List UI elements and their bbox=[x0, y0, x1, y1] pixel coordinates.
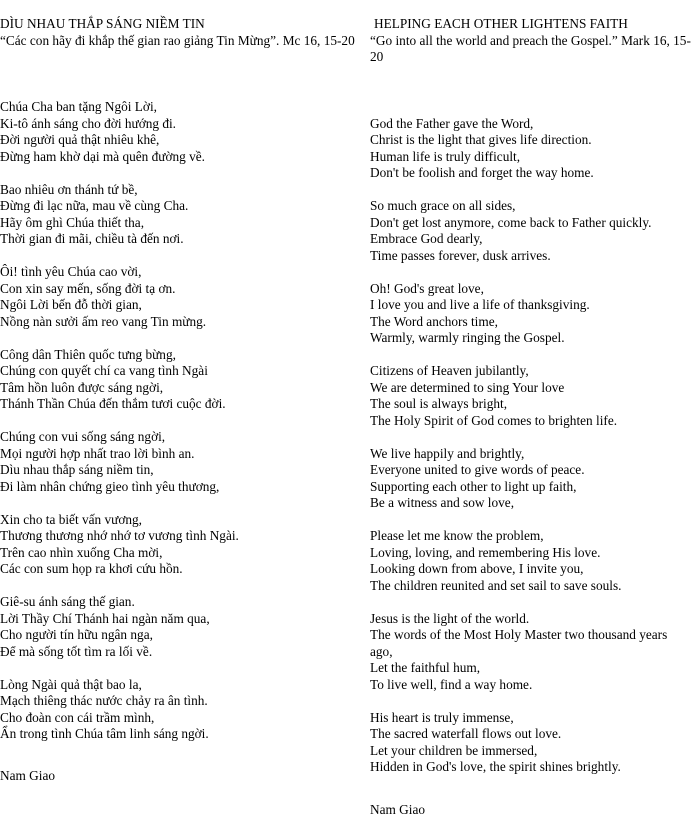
english-poem-line: Embrace God dearly, bbox=[370, 231, 483, 246]
vietnamese-poem-line: Đi làm nhân chứng gieo tình yêu thương, bbox=[0, 478, 220, 494]
english-poem-line: Hidden in God's love, the spirit shines brightly. bbox=[370, 759, 621, 774]
english-poem-line: Looking down from above, I invite you, bbox=[370, 561, 584, 576]
vietnamese-poem-line: Nồng nàn sưởi ấm reo vang Tin mừng. bbox=[0, 313, 207, 329]
vietnamese-poem-line: Cho người tín hữu ngân nga, bbox=[0, 627, 153, 642]
english-poem-line: Please let me know the problem, bbox=[370, 528, 544, 543]
english-poem-line: The Word anchors time, bbox=[370, 313, 498, 329]
vietnamese-poem-line: Xin cho ta biết vấn vương, bbox=[0, 511, 143, 527]
vietnamese-poem-line: Thời gian đi mãi, chiều tà đến nơi. bbox=[0, 231, 184, 246]
vietnamese-poem-line: Dìu nhau thắp sáng niềm tin, bbox=[0, 462, 154, 477]
english-poem-line: The children reunited and set sail to save souls. bbox=[370, 577, 622, 593]
vietnamese-stanza bbox=[0, 677, 362, 743]
english-poem-line: The Holy Spirit of God comes to brighten life. bbox=[370, 412, 618, 428]
english-poem-line: Loving, loving, and remembering His love. bbox=[370, 544, 601, 560]
english-poem-line: Supporting each other to light up faith, bbox=[370, 478, 577, 494]
vietnamese-poem-line: Ki-tô ánh sáng cho đời hướng đi. bbox=[0, 115, 177, 131]
english-poem-line: The sacred waterfall flows out love. bbox=[370, 726, 562, 741]
english-poem-line: The soul is always bright, bbox=[370, 396, 508, 411]
vietnamese-stanza bbox=[0, 264, 362, 330]
english-poem-line: Human life is truly difficult, bbox=[370, 148, 521, 164]
vietnamese-poem-line: Để mà sống tốt tìm ra lối về. bbox=[0, 643, 153, 659]
vietnamese-poem-line: Đừng đi lạc nữa, mau về cùng Cha. bbox=[0, 198, 189, 213]
english-title: HELPING EACH OTHER LIGHTENS FAITH bbox=[374, 16, 628, 31]
vietnamese-stanza bbox=[0, 512, 362, 578]
vietnamese-poem-line: Công dân Thiên quốc tưng bừng, bbox=[0, 346, 176, 362]
english-poem-line: Citizens of Heaven jubilantly, bbox=[370, 363, 529, 378]
vietnamese-poem-line: Hãy ôm ghì Chúa thiết tha, bbox=[0, 214, 145, 230]
vietnamese-poem-line: Trên cao nhìn xuống Cha mời, bbox=[0, 544, 163, 560]
english-scripture-reference: “Go into all the world and preach the Gospel.” Mark 16, 15-20 bbox=[370, 32, 691, 64]
vietnamese-poem-line: Thương thương nhớ nhớ tơ vương tình Ngài. bbox=[0, 528, 239, 543]
vietnamese-stanza bbox=[0, 429, 362, 495]
vietnamese-stanza bbox=[0, 594, 362, 660]
english-stanza bbox=[370, 363, 692, 429]
vietnamese-poem-line: Cho đoàn con cái trầm mình, bbox=[0, 709, 155, 725]
english-poem-line: His heart is truly immense, bbox=[370, 709, 514, 725]
vietnamese-poem-line: Đời người quả thật nhiêu khê, bbox=[0, 132, 160, 147]
english-poem-line: We live happily and brightly, bbox=[370, 445, 525, 461]
vietnamese-scripture-reference: “Các con hãy đi khắp thế gian rao giảng Tin Mừng”. Mc 16, 15-20 bbox=[0, 32, 355, 48]
vietnamese-poem-column bbox=[0, 16, 362, 784]
english-stanza bbox=[370, 710, 692, 776]
vietnamese-poem-line: Các con sum họp ra khơi cứu hồn. bbox=[0, 561, 183, 576]
vietnamese-poem-line: Lời Thầy Chí Thánh hai ngàn năm qua, bbox=[0, 610, 210, 626]
english-poem-line: To live well, find a way home. bbox=[370, 676, 533, 692]
vietnamese-poem-line: Lòng Ngài quả thật bao la, bbox=[0, 676, 142, 692]
vietnamese-poem-line: Bao nhiêu ơn thánh tứ bề, bbox=[0, 181, 138, 197]
english-stanza bbox=[370, 281, 692, 347]
english-poem-line: Everyone united to give words of peace. bbox=[370, 462, 585, 477]
english-poem-line: Warmly, warmly ringing the Gospel. bbox=[370, 330, 565, 345]
english-stanzas bbox=[370, 116, 692, 776]
vietnamese-poem-line: Thánh Thần Chúa đến thắm tươi cuộc đời. bbox=[0, 396, 226, 411]
vietnamese-poem-line: Mạch thiêng thác nước chảy ra ân tình. bbox=[0, 693, 208, 708]
english-poem-line: The words of the Most Holy Master two thousand years ago, bbox=[370, 627, 668, 659]
english-poem-line: Let your children be immersed, bbox=[370, 742, 538, 758]
english-poem-line: Jesus is the light of the world. bbox=[370, 610, 530, 626]
english-poem-line: Christ is the light that gives life direction. bbox=[370, 132, 592, 147]
english-author: Nam Giao bbox=[370, 801, 426, 817]
english-poem-line: We are determined to sing Your love bbox=[370, 379, 565, 395]
english-poem-line: Don't get lost anymore, come back to Father quickly. bbox=[370, 214, 652, 230]
vietnamese-stanza bbox=[0, 347, 362, 413]
vietnamese-poem-line: Mọi người hợp nhất trao lời bình an. bbox=[0, 445, 195, 461]
vietnamese-poem-line: Con xin say mến, sống đời tạ ơn. bbox=[0, 280, 176, 296]
vietnamese-poem-line: Ngôi Lời bến đỗ thời gian, bbox=[0, 297, 142, 312]
english-poem-line: Time passes forever, dusk arrives. bbox=[370, 247, 551, 263]
english-poem-line: Let the faithful hum, bbox=[370, 660, 481, 675]
english-poem-line: So much grace on all sides, bbox=[370, 198, 516, 213]
vietnamese-poem-line: Chúng con quyết chí ca vang tình Ngài bbox=[0, 363, 208, 378]
english-poem-column bbox=[370, 16, 692, 818]
vietnamese-poem-line: Ôi! tình yêu Chúa cao vời, bbox=[0, 264, 142, 279]
english-stanza bbox=[370, 611, 692, 694]
vietnamese-title: DÌU NHAU THẮP SÁNG NIỀM TIN bbox=[0, 16, 205, 31]
english-stanza bbox=[370, 446, 692, 512]
english-poem-line: Be a witness and sow love, bbox=[370, 495, 515, 510]
english-stanza bbox=[370, 198, 692, 264]
english-poem-line: Don't be foolish and forget the way home. bbox=[370, 165, 594, 180]
vietnamese-stanzas bbox=[0, 99, 362, 743]
english-poem-line: Oh! God's great love, bbox=[370, 280, 484, 296]
vietnamese-stanza bbox=[0, 99, 362, 165]
vietnamese-author: Nam Giao bbox=[0, 767, 56, 783]
english-poem-line: God the Father gave the Word, bbox=[370, 115, 534, 131]
vietnamese-poem-line: Tâm hồn luôn được sáng ngời, bbox=[0, 379, 164, 395]
vietnamese-poem-line: Giê-su ánh sáng thế gian. bbox=[0, 594, 135, 609]
vietnamese-poem-line: Chúa Cha ban tặng Ngôi Lời, bbox=[0, 99, 157, 114]
vietnamese-poem-line: Đừng ham khờ dại mà quên đường về. bbox=[0, 148, 205, 164]
vietnamese-poem-line: Chúng con vui sống sáng ngời, bbox=[0, 429, 166, 444]
vietnamese-poem-line: Ẩn trong tình Chúa tâm linh sáng ngời. bbox=[0, 726, 209, 741]
english-stanza bbox=[370, 116, 692, 182]
vietnamese-stanza bbox=[0, 182, 362, 248]
english-poem-line: I love you and live a life of thanksgiving. bbox=[370, 297, 590, 312]
english-stanza bbox=[370, 528, 692, 594]
